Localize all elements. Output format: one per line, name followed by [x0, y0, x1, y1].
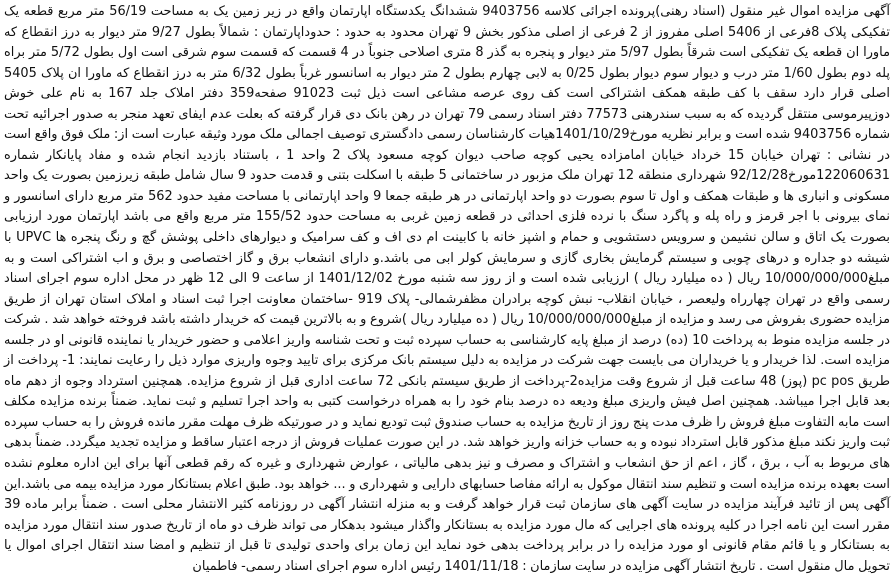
auction-notice-text: آگهی مزایده اموال غیر منقول (اسناد رهنی)پرونده اجرائی کلاسه 9403756 ششدانگ یکدستگاه اپارتمان واقع در زیر زمین یک به مساحت 56/19 متر مربع قطعه یک تفکیکی پلاک 8فرعی از 5406 اصلی مفروز از 2 فرعی از اصلی مذکور بخش 9 تهران محدود به حدود : حدوداپارتمان : شمالاً بطول 9/27 متر دیوار به درز انقطاع که ماورا ان قطعه یک تفکیکی است شرقاً بطول 5/97 متر دیوار و پنجره به گذر 8 متری اصلاحی جنوباً در 4 قسمت که قسمت سوم شرقی است اول بطول 5/72 متر براه پله دوم بطول 1/60 متر درب و دیوار سوم دیوار بطول 0/25 به لابی چهارم بطول 2 متر دیوار به اسانسور غرباً بطول 6/32 متر به درز انقطاع که ماورا ان پلاک 5405 اصلی قرار دارد سقف با کف طبقه همکف اشتراکی است کف روی عرصه مشاعی است ذیل ثبت 91023 صفحه359 دفتر املاک جلد 167 به نام علی خوش دوزپیرموسی منتقل گردیده که به سبب سندرهنی 77573 دفتر اسناد رسمی 79 تهران در رهن بانک دی قرار گرفته که بعلت عدم ایفای تعهد منجر به صدور اجرائیه تحت شماره 9403756 شده است و برابر نظریه مورخ1401/10/29هیات کارشناسان رسمی دادگستری توصیف اجمالی ملک مورد وثیقه عبارت است از: ملک فوق واقع است در نشانی : تهران خیابان 15 خرداد خیابان امامزاده یحیی کوچه صاحب دیوان کوچه مسعود پلاک 2 واحد 1 ، باستناد بازدید انجام شده و مفاد پایانکار شماره 122060631مورخ92/12/28 شهرداری منطقه 12 تهران ملک مزبور در ساختمانی 5 طبقه با اسکلت بتنی و قدمت حدود 9 سال شامل طبقه زیرزمین بصورت یک واحد مسکونی و انباری ها و طبقات همکف و اول تا سوم بصورت دو واحد اپارتمانی در هر طبقه جمعا 9 واحد اپارتمانی با مساحت مفید حدود 562 متر مربع دارای اسانسور و نمای بیرونی با اجر قرمز و راه پله و پاگرد سنگ با نرده فلزی احداثی در قطعه زمین غربی به مساحت حدود 155/52 متر مربع واقع می باشد اپارتمان مورد ارزیابی بصورت یک اتاق و سالن نشیمن و سرویس دستشویی و حمام و اشپز خانه با کابینت ام دی اف و کف سرامیک و دیوارهای داخلی پوشش گچ و رنگ پنجره ها UPVC با شیشه دو جداره و درهای چوبی و سیستم گرمایش بخاری گازی و سرمایش کولر ابی می باشد.و دارای انشعاب برق و گاز اختصاصی و برق و اب اشتراکی است و به مبلغ10/000/000/000 ریال ( ده میلیارد ریال ) ارزیابی شده است و از روز سه شنبه مورخ 1401/12/02 از ساعت 9 الی 12 ظهر در محل اداره سوم اجرای اسناد رسمی واقع در تهران چهارراه ولیعصر ، خیابان انقلاب- نبش کوچه برادران مظفرشمالی- پلاک 919 -ساختمان معاونت اجرا ثبت اسناد و املاک استان تهران از طریق مزایده حضوری بفروش می رسد و مزایده از مبلغ10/000/000/000 ریال ( ده میلیارد ریال )شروع و به بالاترین قیمت که خریدار داشته باشد فروخته خواهد شد . شرکت در جلسه مزایده منوط به پرداخت 10 (ده) درصد از مبلغ پایه کارشناسی به حساب سپرده ثبت و تحت شناسه واریز اعلامی و حضور خریدار یا نماینده قانونی او در جلسه مزایده است. لذا خریدار و یا خریداران می بایست جهت شرکت در مزایده به دلیل سیستم بانک مرکزی برای تایید وجوه واریزی موارد ذیل را رعایت نمایند: 1- پرداخت از طریق pc pos (پوز) 48 ساعت قبل از شروع وقت مزایده2-پرداخت از طریق سیستم بانکی 72 ساعت اداری قبل از شروع مزایده. همچنین استرداد وجوه از دهم ماه بعد قابل اجرا میباشد. همچنین اصل فیش واریزی مبلغ ودیعه ده درصد بنام خود را به همراه درخواست کتبی به واحد اجرا تسلیم و ثبت نماید. ضمناً برنده مزایده مکلف است مابه التفاوت مبلغ فروش را ظرف مدت پنج روز از تاریخ مزایده به حساب صندوق ثبت تودیع نماید و در صورتیکه ظرف مهلت مقرر مانده فروش را به حساب سپرده ثبت واریز نکند مبلغ مذکور قابل استرداد نبوده و به حساب خزانه واریز خواهد شد. در این صورت عملیات فروش از درجه اعتبار ساقط و مزایده تجدید میگردد. ضمناً بدهی های مربوط به آب ، برق ، گاز ، اعم از حق انشعاب و اشتراک و مصرف و نیز بدهی مالیاتی ، عوارض شهرداری و غیره که رقم قطعی آنها برای این اداره معلوم نشده است بعهده برنده مزایده است و تنظیم سند انتقال موکول به ارائه مفاصا حسابهای دارایی و شهرداری و ... خواهد بود. طبق اعلام بستانکار مورد مزایده بیمه می باشد.این آگهی پس از تائید فرآیند مزایده در سایت آگهی های سازمان ثبت قرار خواهد گرفت و به منزله انتشار آگهی در روزنامه کثیر الانتشار محلی است . ضمناً برابر ماده 39 مقرر است این نامه اجرا در کلیه پرونده های اجرایی که مال مورد مزایده به بستانکار واگذار میشود بدهکار می تواند ظرف دو ماه از تاریخ صدور سند انتقال مورد مزایده به بستانکار و یا قائم مقام قانونی او مورد مزایده را در برابر پرداخت بدهی خود نماید این زمان برای واحدی تولیدی تا قبل از تنظیم و امضا سند انتقال اجرای اموال یا تحویل مال منقول است . تاریخ انتشار آگهی مزایده در سایت سازمان : 1401/11/18 رئیس اداره سوم اجرای اسناد رسمی- فاطمیان — [3, 4, 891, 574]
